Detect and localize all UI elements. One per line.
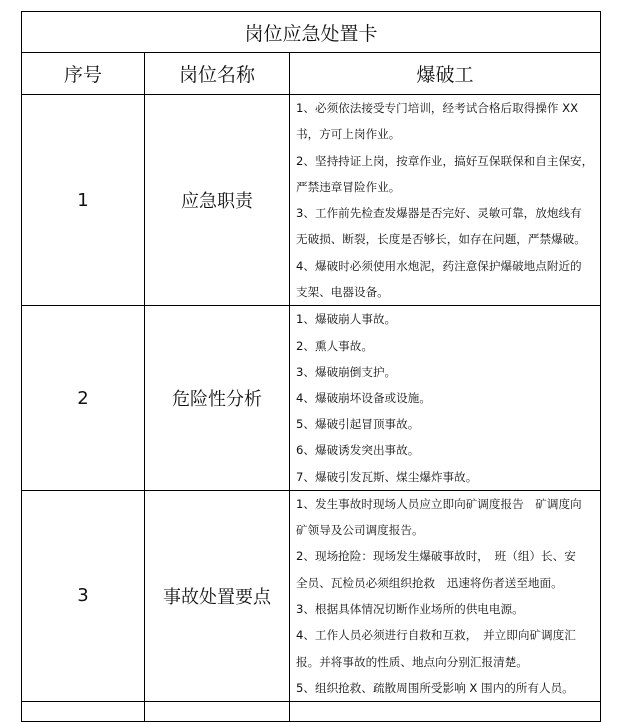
header-position-value: 爆破工 bbox=[290, 53, 601, 95]
row-name: 应急职责 bbox=[145, 95, 290, 306]
content-line: 报。并将事故的性质、地点向分别汇报清楚。 bbox=[296, 654, 528, 669]
row-content bbox=[290, 490, 601, 701]
content-line: 4、工作人员必须进行自救和互救， 并立即向矿调度汇 bbox=[296, 628, 576, 643]
content-line: 5、组织抢救、疏散周围所受影响 X 围内的所有人员。 bbox=[296, 680, 574, 695]
content-line: 1、发生事故时现场人员应立即向矿调度报告 矿调度向 bbox=[296, 496, 582, 511]
emergency-card-table bbox=[21, 11, 601, 722]
content-line: 3、根据具体情况切断作业场所的供电电源。 bbox=[296, 601, 524, 616]
card-title: 岗位应急处置卡 bbox=[22, 12, 601, 53]
header-number: 序号 bbox=[22, 53, 145, 95]
row-content bbox=[290, 306, 601, 490]
content-line: 矿领导及公司调度报告。 bbox=[296, 523, 424, 538]
content-line: 2、熏人事故。 bbox=[296, 338, 373, 353]
content-line: 1、必须依法接受专门培训，经考试合格后取得操作 XX bbox=[296, 101, 579, 115]
content-line: 全员、瓦检员必须组织抢救 迅速将伤者送至地面。 bbox=[296, 575, 563, 590]
header-position-name: 岗位名称 bbox=[145, 53, 290, 95]
content-line: 7、爆破引发瓦斯、煤尘爆炸事故。 bbox=[296, 469, 478, 484]
content-line: 2、坚持持证上岗，按章作业，搞好互保联保和自主保安， bbox=[296, 153, 594, 168]
content-line: 无破损、断裂，长度是否够长，如存在问题，严禁爆破。 bbox=[296, 232, 586, 247]
content-line: 6、爆破诱发突出事故。 bbox=[296, 443, 420, 458]
table-row-emergency-duties bbox=[22, 95, 601, 306]
content-line: 2、现场抢险：现场发生爆破事故时， 班（组）长、安 bbox=[296, 549, 576, 564]
content-line: 4、爆破时必须使用水炮泥，药注意保护爆破地点附近的 bbox=[296, 258, 582, 273]
header-row bbox=[22, 53, 601, 95]
content-line: 4、爆破崩坏设备或设施。 bbox=[296, 390, 431, 405]
content-line: 1、爆破崩人事故。 bbox=[296, 312, 397, 327]
row-number: 1 bbox=[22, 95, 145, 306]
content-line: 支架、电器设备。 bbox=[296, 285, 389, 300]
title-row bbox=[22, 12, 601, 53]
row-content bbox=[290, 95, 601, 306]
content-line: 严禁违章冒险作业。 bbox=[296, 179, 401, 194]
content-line: 3、工作前先检查发爆器是否完好、灵敏可靠，放炮线有 bbox=[296, 206, 582, 221]
content-line: 书，方可上岗作业。 bbox=[296, 127, 401, 142]
table-row-hazard-analysis bbox=[22, 306, 601, 490]
table-row-incident-handling bbox=[22, 490, 601, 701]
row-number: 3 bbox=[22, 490, 145, 701]
row-number: 2 bbox=[22, 306, 145, 490]
content-line: 3、爆破崩倒支护。 bbox=[296, 364, 397, 379]
content-line: 5、爆破引起冒顶事故。 bbox=[296, 417, 420, 432]
row-name: 事故处置要点 bbox=[145, 490, 290, 701]
row-name: 危险性分析 bbox=[145, 306, 290, 490]
